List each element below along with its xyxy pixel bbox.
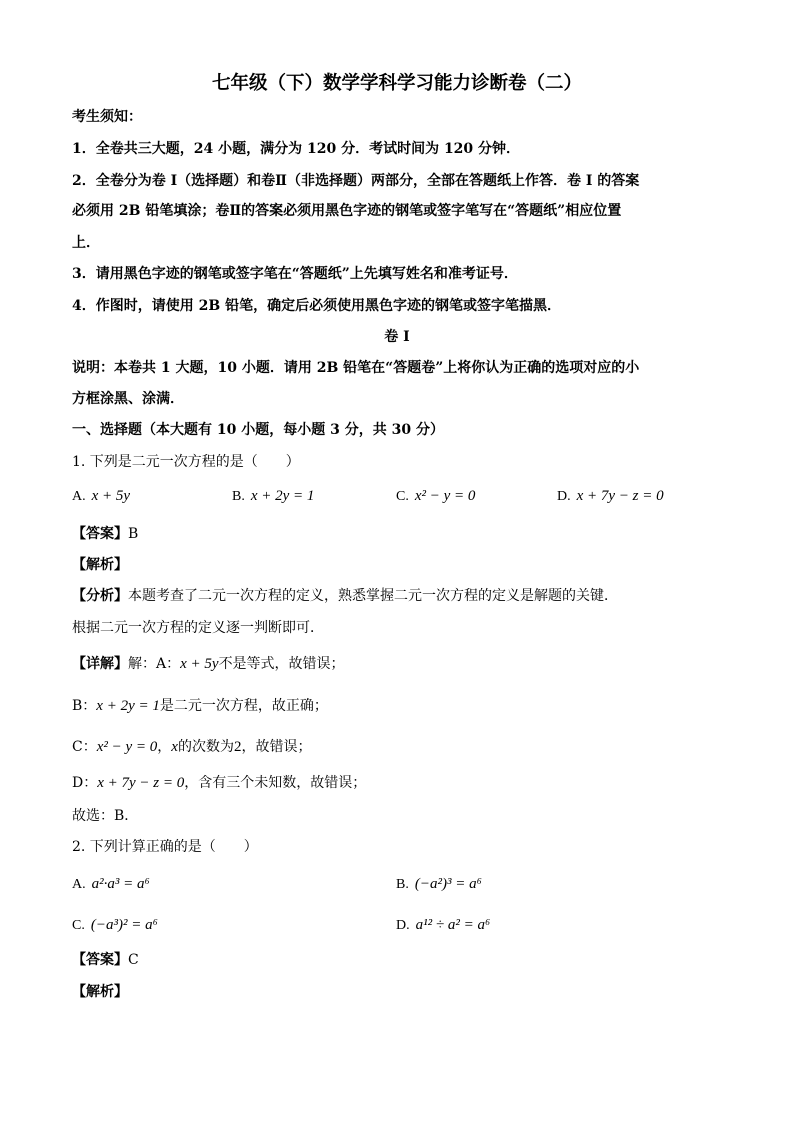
answer-tag: 【答案】 xyxy=(72,952,128,968)
detail-expr: x² − y = 0 xyxy=(96,739,158,755)
detail-suffix: 不是等式，故错误； xyxy=(218,656,345,672)
notice-4: 4．作图时，请使用 2B 铅笔，确定后必须使用黑色字迹的钢笔或签字笔描黑． xyxy=(72,298,562,314)
q1-conclusion: 故选：B． xyxy=(72,808,139,824)
q1-option-b xyxy=(232,486,314,507)
q1-option-a xyxy=(72,486,130,507)
instruction-1: 说明：本卷共 1 大题，10 小题．请用 2B 铅笔在“答题卷”上将你认为正确的选项对应的小 xyxy=(72,360,640,376)
detail-mid-2: 的次数为 xyxy=(177,739,234,755)
q2-answer xyxy=(72,950,139,970)
notice-2-cont: 必须用 2B 铅笔填涂；卷Ⅱ的答案必须用黑色字迹的钢笔或签字笔写在“答题纸”相应位置 xyxy=(72,203,622,219)
notice-2-end: 上． xyxy=(72,235,100,251)
q2-option-b xyxy=(396,874,482,895)
detail-prefix: C： xyxy=(72,739,97,755)
notice-heading: 考生须知： xyxy=(72,109,142,125)
fenxi-tag: 【分析】 xyxy=(72,588,128,604)
answer-tag: 【答案】 xyxy=(72,526,128,542)
detail-suffix: ，故错误； xyxy=(241,739,312,755)
q1-detail-b xyxy=(72,696,328,716)
analysis-tag: 【解析】 xyxy=(72,984,128,1000)
option-label: A. xyxy=(72,489,86,504)
notice-3: 3．请用黑色字迹的钢笔或签字笔在“答题纸”上先填写姓名和准考证号． xyxy=(72,266,518,282)
option-label: B. xyxy=(396,877,409,892)
q1-detail-d xyxy=(72,773,366,793)
analysis-tag: 【解析】 xyxy=(72,557,128,573)
option-label: B. xyxy=(232,489,245,504)
q1-analysis-tag xyxy=(72,555,128,575)
q2-option-a xyxy=(72,874,150,895)
detail-mid: ， xyxy=(157,739,172,755)
q1-fenxi-2: 根据二元一次方程的定义逐一判断即可． xyxy=(72,620,324,636)
q1-option-d xyxy=(557,486,664,507)
detail-suffix: ，含有三个未知数，故错误； xyxy=(184,775,367,791)
answer-value: C xyxy=(128,952,139,968)
option-expr: x² − y = 0 xyxy=(414,488,476,504)
q1-detail-a xyxy=(72,654,345,674)
question-1-stem: 1. 下列是二元一次方程的是（ ） xyxy=(72,454,300,470)
detail-expr-3: 2 xyxy=(233,739,242,755)
detail-prefix: B： xyxy=(72,698,97,714)
q1-option-c xyxy=(396,486,475,507)
q1-fenxi xyxy=(72,586,618,606)
q2-option-d xyxy=(396,915,490,936)
detail-expr: x + 5y xyxy=(180,656,219,672)
notice-2: 2．全卷分为卷 I（选择题）和卷Ⅱ（非选择题）两部分，全部在答题纸上作答．卷 I 的答案 xyxy=(72,173,640,189)
option-label: C. xyxy=(396,489,409,504)
fenxi-text: 本题考查了二元一次方程的定义，熟悉掌握二元一次方程的定义是解题的关键． xyxy=(128,588,618,604)
option-expr: (−a³)² = a⁶ xyxy=(90,917,158,933)
option-label: C. xyxy=(72,918,85,933)
section-label: 卷 I xyxy=(384,329,410,345)
q2-analysis-tag xyxy=(72,982,128,1002)
q1-detail-c xyxy=(72,737,311,757)
option-label: D. xyxy=(557,489,571,504)
instruction-2: 方框涂黑、涂满． xyxy=(72,391,184,407)
option-expr: x + 7y − z = 0 xyxy=(576,488,664,504)
option-expr: x + 5y xyxy=(91,488,131,504)
detail-tag: 【详解】 xyxy=(72,656,128,672)
detail-prefix: D： xyxy=(72,775,98,791)
part-heading: 一、选择题（本大题有 10 小题，每小题 3 分，共 30 分） xyxy=(72,422,444,438)
option-label: D. xyxy=(396,918,410,933)
detail-suffix: 是二元一次方程，故正确； xyxy=(159,698,328,714)
option-expr: (−a²)³ = a⁶ xyxy=(414,876,482,892)
detail-expr-2: x xyxy=(171,739,178,755)
detail-prefix: 解：A： xyxy=(128,656,181,672)
option-expr: x + 2y = 1 xyxy=(250,488,315,504)
answer-value: B xyxy=(128,526,139,542)
detail-expr: x + 7y − z = 0 xyxy=(97,775,185,791)
option-expr: a²·a³ = a⁶ xyxy=(91,876,150,892)
question-2-stem: 2. 下列计算正确的是（ ） xyxy=(72,839,258,855)
q1-answer xyxy=(72,524,138,544)
notice-1: 1．全卷共三大题，24 小题，满分为 120 分．考试时间为 120 分钟． xyxy=(72,141,521,157)
q2-option-c xyxy=(72,915,158,936)
option-expr: a¹² ÷ a² = a⁶ xyxy=(415,917,491,933)
page-title: 七年级（下）数学学科学习能力诊断卷（二） xyxy=(211,73,582,94)
option-label: A. xyxy=(72,877,86,892)
detail-expr: x + 2y = 1 xyxy=(96,698,160,714)
